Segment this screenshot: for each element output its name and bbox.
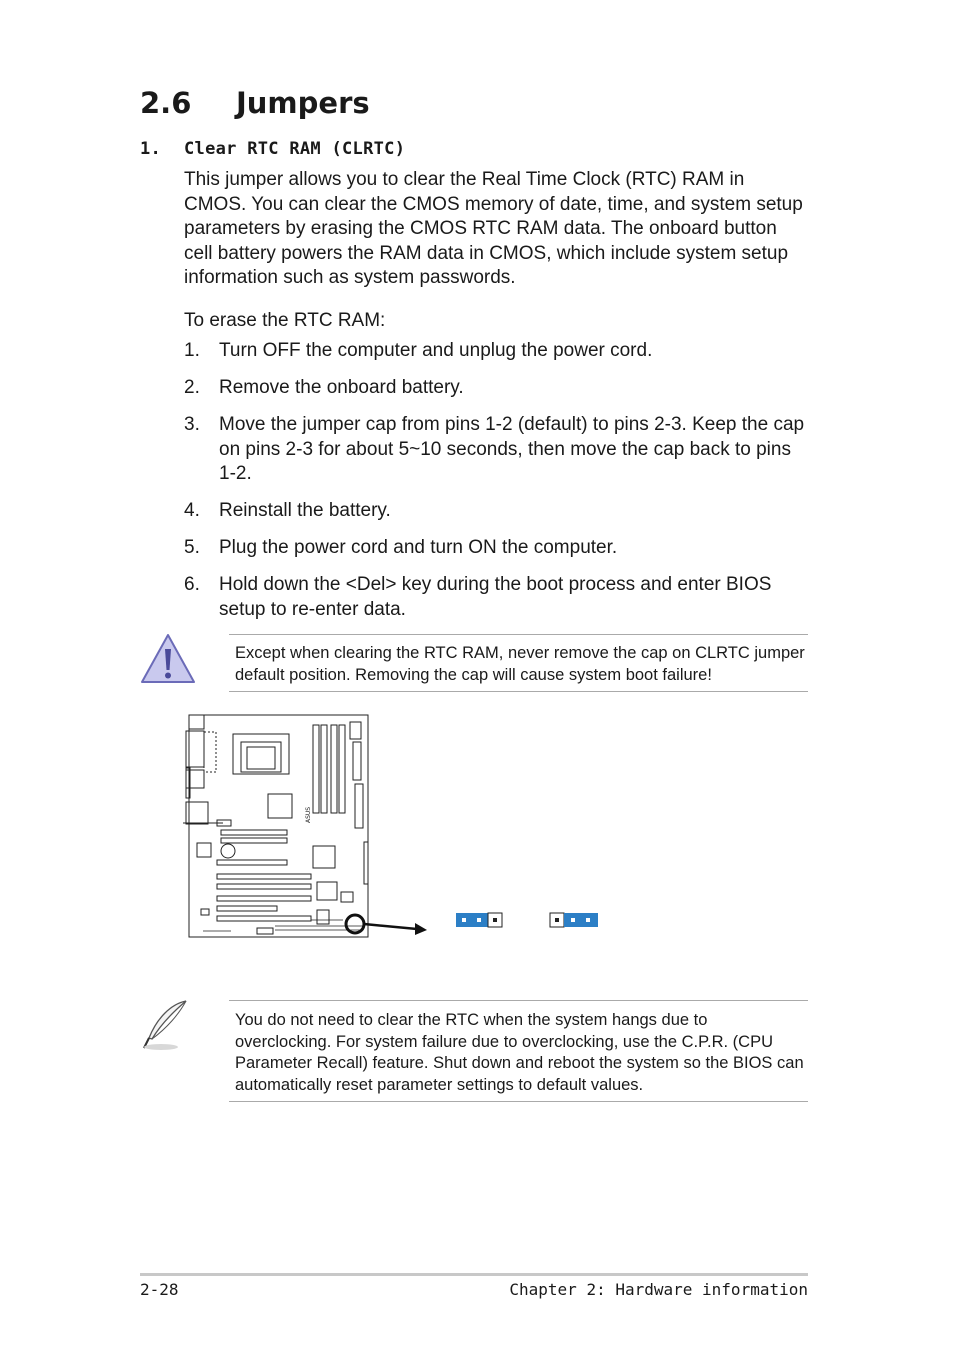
- step-text: Turn OFF the computer and unplug the power cord.: [219, 340, 653, 361]
- jumper-pins-1-2: [456, 913, 502, 927]
- caution-box: [229, 634, 808, 692]
- step-text: Hold down the <Del> key during the boot process and enter BIOS setup to re-enter data.: [219, 574, 772, 620]
- step-text: Reinstall the battery.: [219, 500, 391, 521]
- intro-paragraph: This jumper allows you to clear the Real Time Clock (RTC) RAM in CMOS. You can clear the CMOS memory of date, time, and system setup parameters by erasing the CMOS RTC RAM data. The onboard button cell battery powers the RAM data in CMOS, which include system setup information such as system passwords.: [184, 169, 803, 288]
- warning-triangle-icon: [139, 632, 197, 686]
- jumper-pins-2-3: [550, 913, 598, 927]
- item-number: 1.: [140, 139, 162, 159]
- quill-pen-icon: [139, 998, 191, 1052]
- section-heading: [140, 86, 370, 120]
- step-text: Move the jumper cap from pins 1-2 (default) to pins 2-3. Keep the cap on pins 2-3 for about 5~10 seconds, then move the cap back to pins 1-2.: [219, 414, 805, 484]
- list-item: [184, 499, 810, 524]
- step-number: 2.: [184, 377, 200, 398]
- list-item: [184, 573, 810, 622]
- pointer-arrowhead: [415, 923, 427, 935]
- step-text: Plug the power cord and turn ON the computer.: [219, 537, 618, 558]
- note-text: You do not need to clear the RTC when the system hangs due to overclocking. For system failure due to overclocking, use the C.P.R. (CPU Parameter Recall) feature. Shut down and reboot the system so the BIOS can automatically reset parameter settings to default values.: [235, 1011, 804, 1094]
- list-item: [184, 413, 810, 487]
- section-number: 2.6: [140, 86, 192, 120]
- item-title: Clear RTC RAM (CLRTC): [184, 139, 406, 159]
- caution-text: Except when clearing the RTC RAM, never remove the cap on CLRTC jumper default position. Removing the cap will cause system boot failure!: [235, 644, 805, 684]
- list-item: [184, 536, 810, 561]
- list-item: [184, 376, 810, 401]
- list-item: [184, 339, 810, 364]
- step-number: 6.: [184, 574, 200, 595]
- motherboard-diagram: [183, 712, 603, 940]
- pointer-arrow-line: [364, 924, 417, 929]
- footer-divider: [140, 1273, 808, 1276]
- step-text: Remove the onboard battery.: [219, 377, 464, 398]
- step-number: 3.: [184, 414, 200, 435]
- erase-lead: To erase the RTC RAM:: [184, 310, 386, 331]
- board-logo: ASUS: [305, 806, 312, 823]
- step-number: 5.: [184, 537, 200, 558]
- page-number: 2-28: [140, 1280, 179, 1299]
- step-number: 1.: [184, 340, 200, 361]
- item-heading: [140, 139, 405, 159]
- note-box: [229, 1000, 808, 1102]
- chapter-title: Chapter 2: Hardware information: [509, 1280, 808, 1299]
- step-number: 4.: [184, 500, 200, 521]
- section-title: Jumpers: [236, 86, 370, 120]
- steps-list: [184, 339, 810, 635]
